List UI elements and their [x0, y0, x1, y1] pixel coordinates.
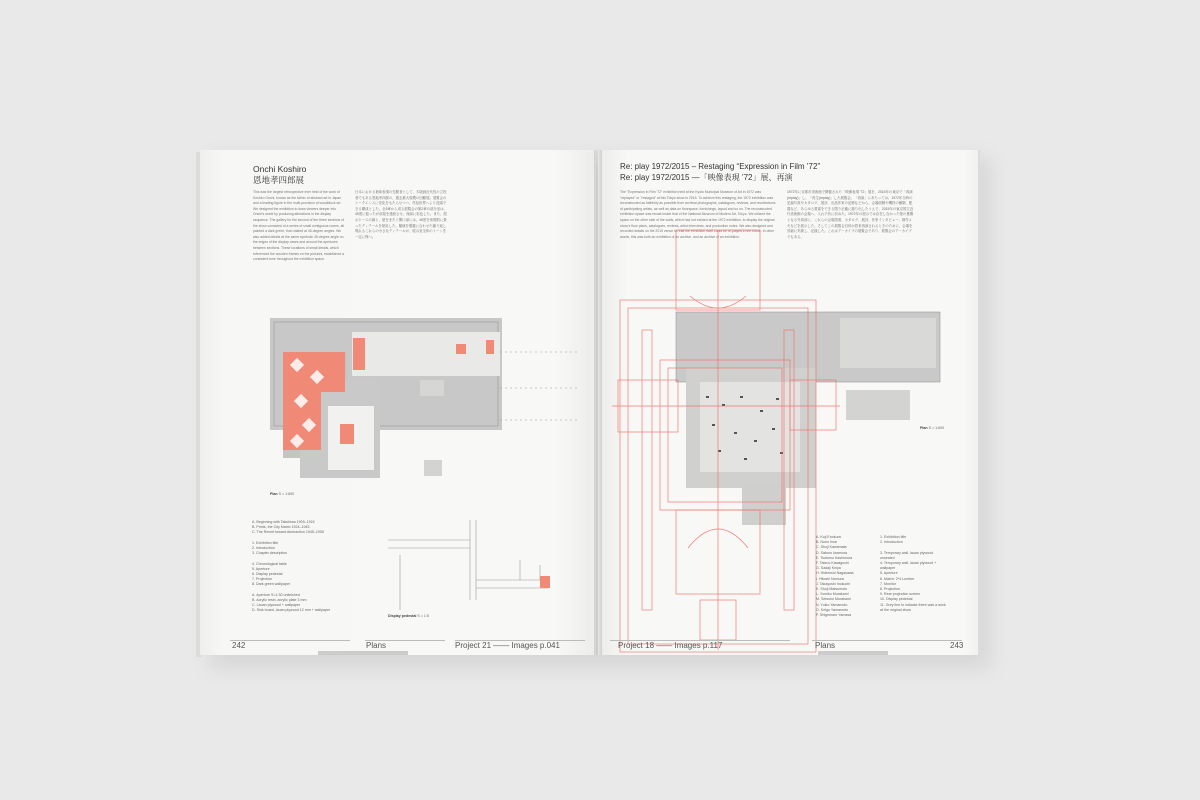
left-body-en: This was the largest retrospective ever held of the work of Koshiro Onchi, known as the father of abstract art in Japan and a leading figure in the multi-provision of woodblock art. We designed the exhibition to draw viewers deeper into Onchi's world by producing alterations in the display sequence. The gallery for the second of the three sections of the show consisted of a series of small contiguous rooms, all painted a dark green, that rotated at 45-degree angles. We also added details at the same symbolic 45-degree angle on the edges of the display cases and around the apertures between sections. These locations of small details, which referenced the wooden frames on the pictures, established a consistent tone throughout the exhibition space. — [253, 190, 345, 262]
left-legend: A. Beginning with Takubiwa 1909–1924 B. Prints, the City Matrix 1924–1945 C. The Revert toward Abstraction 1945–1955 1. Exhibition title 2. Introduction 3. Chapter description 4. Chronological table 5. Aperture 6. Display pedestal 7. Projection 8. Dark green wallpaper A. Aperture S=1:30 unfinished B. Acrylic resin, acrylic plate 3 mm C. Lauan plywood + wallpaper D. Sink board, lauan plywood 12 mm + wallpaper — [252, 520, 331, 613]
right-legend-artists: A. Koji Enokura B. Norio Imai C. Shoji Kawamata D. Saburo Iwamura E. Tsutomu Kashimura F. Tatsuo Kawaguchi G. Sadaji Kinya H. Hidetoshi Nagasawa I. Hitoshi Nomura J. Takayoshi Inokuchi K. Shoji Matsumoto L. Yumiko Murakami M. Setsuko Murakami N. Yukio Yamamoto O. Keigo Yamamoto P. Shigemaro Yamasa — [816, 535, 854, 618]
left-title-en: Onchi Koshiro — [253, 164, 307, 174]
right-body-en: The "Expression in Film '72" exhibition held at the Kyoto Municipal Museum of Art in 1972 was "replayed" or "restaged" at this Tokyo show in 2015. To achieve this restaging, the 1972 exhibition was reconstructed as faithfully as possible from archival photographs, catalogues, reviews, and recollections of participating artists, as well as data on floorspace, furnishings, layout and so on. The reconstructed exhibition space was recast inside that of the National Museum of Modern Art, Tokyo. We utilized the space on the other side of the walls, which had not existed at the 1972 exhibition, to display the original show's floor plans, catalogues, reviews, artist interviews, and production notes. We also designed and recorded details on the 2015 venue so that the exhibition itself could be re-played in the future. In other words, this was both an exhibition of an archive, and an archive of an exhibition. — [620, 190, 776, 239]
left-title-jp: 恩地孝四郎展 — [253, 175, 305, 185]
left-body-jp: 日本における抽象表現の先駆者として、木版画近代性の立役者でもある恩地孝四郎の、過去最大規模の回顧展。展覧会のシークエンスに変化をもたらせつつ、作品世界へより没頭できる構成とした。全3章から成る展覧会の第2章の部分室は、45度に振ったが部屋を連続させ、深緑に彩色した。また、展示ケースの縁と、壁をまたぐ開口部には、45度を象徴的に扱ったディテールを採用した。額縁を製趣に合わせた繰り返し現れるこれらの小さなディテールが、展示室全体のトーンを一定に保つ。 — [355, 190, 447, 239]
right-title-en-1: Re: play 1972/2015 – Restaging “Expression in Film ’72” — [620, 162, 821, 171]
right-footer-project: Project 18 —— Images p.117 — [618, 641, 723, 650]
right-page-number: 243 — [950, 641, 964, 650]
left-footer-section: Plans — [366, 641, 387, 650]
right-legend-elements: 1. Exhibition title 2. Introduction 3. Temporary wall, lauan plywood unsealed 4. Temporary wall, lauan plywood + wallpaper 5. Aperture 6. Match: 2*4 Lumber 7. Monitor 8. Projection 9. Rear projection screen 10. Display pedestal 11. Grey line to indicate there was a work at the original show — [880, 535, 946, 612]
left-footer-project: Project 21 —— Images p.041 — [455, 641, 560, 650]
right-plan-caption: Plan S = 1:600 — [920, 426, 945, 430]
left-section-caption: Display pedestal S = 1:5 — [388, 614, 429, 618]
right-footer-section: Plans — [815, 641, 836, 650]
right-title-en-2: Re: play 1972/2015 ―「映像表現 ’72」展、再演 — [620, 173, 793, 182]
left-plan-caption: Plan S = 1:600 — [270, 492, 295, 496]
left-page-number: 242 — [232, 641, 246, 650]
right-body-jp: 1972年に京都市美術館で開催された「映像表現 ’72」展を、2015年の東京で「再演(replay)」し、「再生(replay)」した展覧会。「再演」にあたっては、1972年当時の記録写真やカタログ、展評、出品作家の記憶などから、会場面積や機材の種類、配置など、あらゆる要素をできる限り正確に割り出したうえで、2015年の東京国立近代美術館の会場へ、入れ子状に収めた。1972年の展示では存在しなかった壁の裏側となる外周部に、これらの会場図面、カタログ、展評、作家インタビュー、制作メモなどを展示した。そしてこの展覧会自体が将来再演されるときのために、会場を詳細に実測し、記録した。これはアーカイブの展覧会であり、展覧会のアーカイブでもある。 — [787, 190, 914, 239]
right-footer-bar — [818, 651, 888, 655]
